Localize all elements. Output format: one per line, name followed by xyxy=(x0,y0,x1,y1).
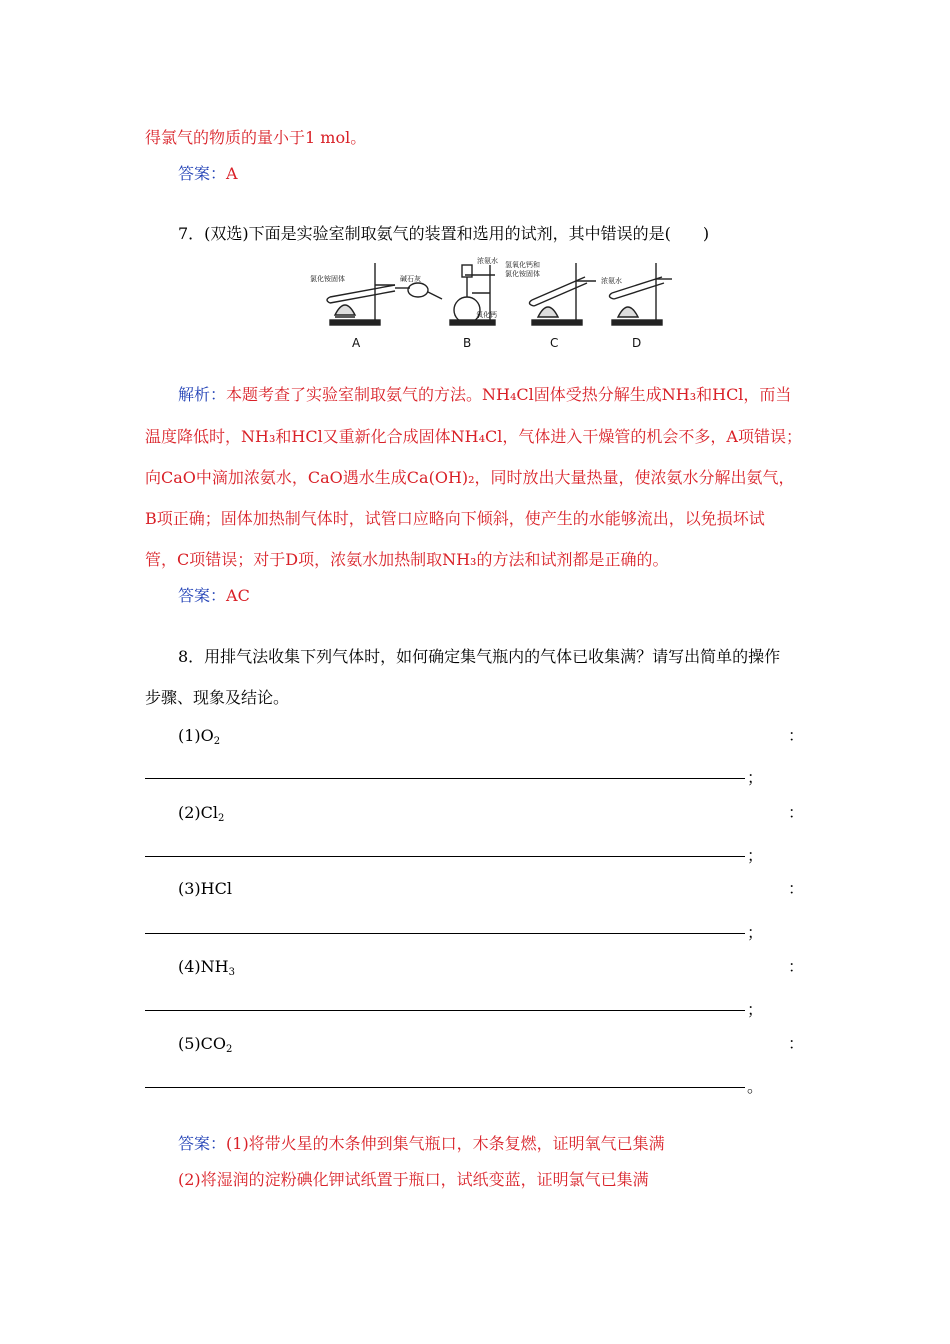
q8-item-5-end: 。 xyxy=(747,1077,764,1096)
q8-item-2-colon: ： xyxy=(788,803,805,822)
answer-blank-5[interactable] xyxy=(145,1087,745,1088)
option-b-label: B xyxy=(463,336,472,350)
analysis-label: 解析： xyxy=(178,385,227,404)
answer-label: 答案： xyxy=(178,164,227,183)
answer-label: 答案： xyxy=(178,586,227,605)
q8-item-3-colon: ： xyxy=(788,879,805,898)
answer-blank-3[interactable] xyxy=(145,933,745,934)
apparatus-d xyxy=(609,263,672,325)
answer-label: 答案： xyxy=(178,1134,227,1153)
q7-analysis-line-4: B项正确；固体加热制气体时，试管口应略向下倾斜，使产生的水能够流出，以免损坏试 xyxy=(145,509,765,528)
q7-analysis-line-5: 管，C项错误；对于D项，浓氨水加热制取NH₃的方法和试剂都是正确的。 xyxy=(145,550,669,569)
q8-answer-1 xyxy=(178,1134,665,1154)
q8-item-4-colon: ： xyxy=(788,957,805,976)
answer-value: AC xyxy=(226,586,250,605)
label-d-reagent: 浓氨水 xyxy=(601,277,622,285)
q8-item-5: $(5)CO_2$ xyxy=(178,1034,233,1055)
q8-item-2-end: ； xyxy=(747,846,764,865)
label-a-dryer: 碱石灰 xyxy=(400,275,421,283)
answer-value: A xyxy=(226,164,238,183)
q8-answer-2: (2)将湿润的淀粉碘化钾试纸置于瓶口，试纸变蓝，证明氯气已集满 xyxy=(178,1170,649,1189)
label-b-top: 浓氨水 xyxy=(477,257,498,265)
answer-blank-1[interactable] xyxy=(145,778,745,779)
prev-text-tail: 得氯气的物质的量小于1 mol。 xyxy=(145,128,367,147)
label-a-reagent: 氯化铵固体 xyxy=(310,275,345,283)
q8-item-5-colon: ： xyxy=(788,1034,805,1053)
q8-item-1-end: ； xyxy=(747,768,764,787)
q8-item-3-end: ； xyxy=(747,923,764,942)
q8-item-3: (3)HCl xyxy=(178,879,232,898)
option-d-label: D xyxy=(632,336,642,350)
q8-item-1: $(1)O_2$ xyxy=(178,726,221,747)
answer-text-1: (1)将带火星的木条伸到集气瓶口，木条复燃，证明氧气已集满 xyxy=(226,1134,665,1153)
q7-analysis-line-1 xyxy=(178,385,791,405)
label-c-reagent-2: 氯化铵固体 xyxy=(505,270,540,278)
apparatus-figure xyxy=(300,255,680,355)
q8-stem-line-2: 步骤、现象及结论。 xyxy=(145,688,290,707)
answer-blank-2[interactable] xyxy=(145,856,745,857)
label-b-bottom: 氧化钙 xyxy=(476,311,497,319)
q8-item-2: $(2)Cl_2$ xyxy=(178,803,225,824)
q8-item-1-colon: ： xyxy=(788,726,805,745)
apparatus-a xyxy=(327,263,442,325)
label-c-reagent-1: 氢氧化钙和 xyxy=(505,261,540,269)
analysis-text: 本题考查了实验室制取氨气的方法。NH₄Cl固体受热分解生成NH₃和HCl，而当 xyxy=(226,385,792,404)
option-c-label: C xyxy=(550,336,559,350)
answer-blank-4[interactable] xyxy=(145,1010,745,1011)
q7-answer xyxy=(178,586,250,606)
q7-stem: 7．(双选)下面是实验室制取氨气的装置和选用的试剂，其中错误的是( ) xyxy=(178,224,710,243)
q8-item-4: $(4)NH_3$ xyxy=(178,957,235,978)
q8-item-4-end: ； xyxy=(747,1000,764,1019)
q7-analysis-line-3: 向CaO中滴加浓氨水，CaO遇水生成Ca(OH)₂，同时放出大量热量，使浓氨水分解出氨气， xyxy=(145,468,795,487)
option-a-label: A xyxy=(352,336,361,350)
q7-analysis-line-2: 温度降低时，NH₃和HCl又重新化合成固体NH₄Cl，气体进入干燥管的机会不多，A项错误； xyxy=(145,427,802,446)
prev-answer xyxy=(178,164,238,184)
q8-stem-line-1: 8．用排气法收集下列气体时，如何确定集气瓶内的气体已收集满？请写出简单的操作 xyxy=(178,647,781,666)
